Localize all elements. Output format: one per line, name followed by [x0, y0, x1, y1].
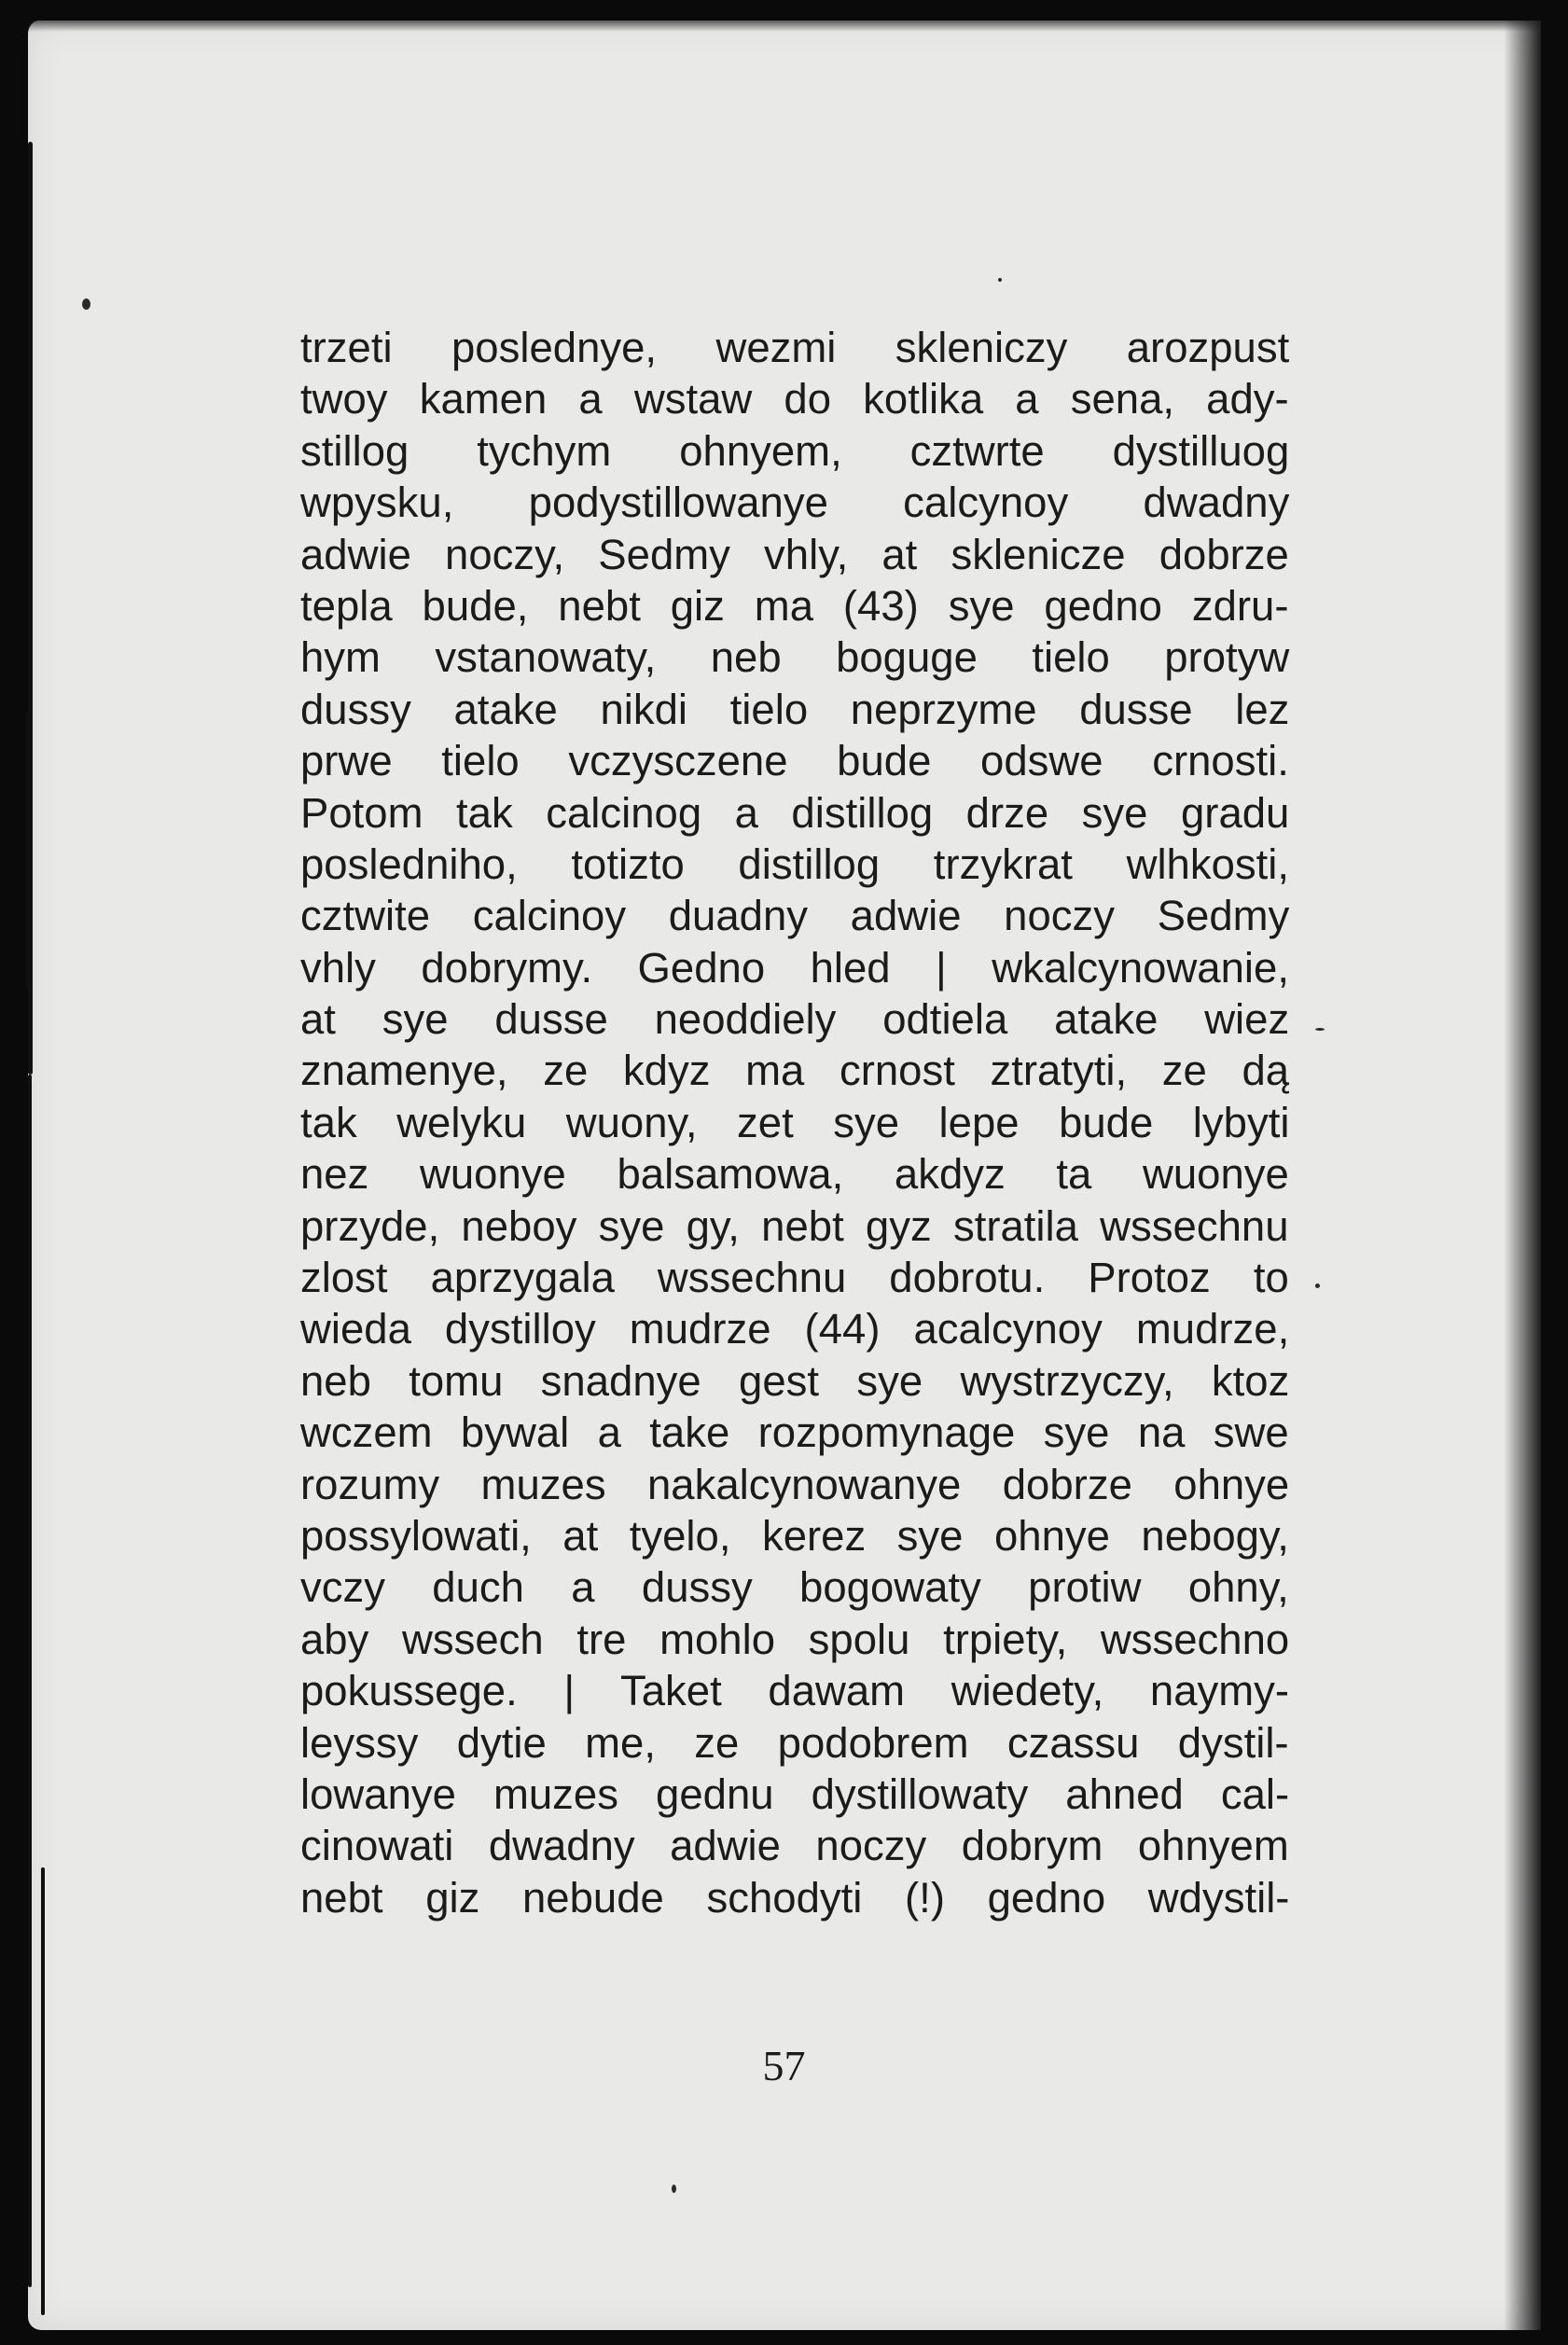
binding-rule	[26, 711, 32, 991]
text-line: nez wuonye balsamowa, akdyz ta wuonye	[300, 1150, 1289, 1199]
ink-speck	[998, 278, 1002, 282]
text-line: cinowati dwadny adwie noczy dobrym ohnyem	[300, 1822, 1289, 1870]
ink-speck	[82, 298, 90, 310]
text-line: lowanye muzes gednu dystillowaty ahned cal-	[300, 1769, 1290, 1818]
text-line: wieda dystilloy mudrze (44) acalcynoy mudrze,	[300, 1305, 1290, 1353]
text-line: pokussege. | Taket dawam wiedety, naymy-	[300, 1667, 1290, 1715]
text-line: neb tomu snadnye gest sye wystrzyczy, ktoz	[300, 1356, 1290, 1405]
text-line: zlost aprzygala wssechnu dobrotu. Protoz to	[300, 1254, 1289, 1302]
text-line: znamenye, ze kdyz ma crnost ztratyti, ze dą	[300, 1047, 1290, 1095]
text-line: adwie noczy, Sedmy vhly, at sklenicze dobrze	[300, 530, 1289, 578]
body-text	[300, 322, 1289, 1923]
text-line: possylowati, at tyelo, kerez sye ohnye nebogy,	[300, 1511, 1289, 1560]
binding-rule	[41, 1867, 45, 2315]
text-line: tak welyku wuony, zet sye lepe bude lybyti	[300, 1098, 1290, 1146]
text-line: dussy atake nikdi tielo neprzyme dusse lez	[300, 685, 1290, 733]
page-top-shadow	[28, 21, 1541, 32]
binding-rule	[28, 1075, 32, 2287]
text-line: trzeti poslednye, wezmi skleniczy arozpust	[300, 324, 1290, 371]
text-line: posledniho, totizto distillog trzykrat wlhkosti,	[300, 839, 1290, 888]
page-number: 57	[762, 2042, 806, 2089]
text-line: rozumy muzes nakalcynowanye dobrze ohnye	[300, 1460, 1290, 1508]
binding-edge	[28, 49, 84, 2345]
text-line: wczem bywal a take rozpomynage sye na swe	[300, 1408, 1289, 1457]
text-line: stillog tychym ohnyem, cztwrte dystilluog	[300, 426, 1290, 475]
text-line: cztwite calcinoy duadny adwie noczy Sedmy	[300, 892, 1290, 940]
text-line: leyssy dytie me, ze podobrem czassu dystil-	[300, 1718, 1289, 1767]
text-line: at sye dusse neoddiely odtiela atake wiez	[300, 995, 1290, 1044]
text-line: tepla bude, nebt giz ma (43) sye gedno zdru-	[300, 581, 1289, 630]
text-line: prwe tielo vczysczene bude odswe crnosti.	[300, 737, 1289, 785]
text-line: wpysku, podystillowanye calcynoy dwadny	[300, 479, 1290, 527]
ink-speck	[672, 2185, 676, 2193]
text-line: aby wssech tre mohlo spolu trpiety, wssechno	[300, 1615, 1290, 1663]
page-right-shadow	[1504, 21, 1541, 2330]
ink-speck	[1315, 1028, 1325, 1031]
ink-speck	[1315, 1284, 1320, 1288]
text-line: vhly dobrymy. Gedno hled | wkalcynowanie,	[300, 943, 1289, 992]
text-line: twoy kamen a wstaw do kotlika a sena, ady-	[300, 375, 1289, 423]
text-line: Potom tak calcinog a distillog drze sye gradu	[300, 788, 1290, 837]
text-line: hym vstanowaty, neb boguge tielo protyw	[300, 633, 1290, 682]
text-line: nebt giz nebude schodyti (!) gedno wdystil-	[300, 1873, 1290, 1922]
text-line: vczy duch a dussy bogowaty protiw ohny,	[300, 1563, 1289, 1612]
text-line: przyde, neboy sye gy, nebt gyz stratila wssechnu	[300, 1201, 1289, 1250]
